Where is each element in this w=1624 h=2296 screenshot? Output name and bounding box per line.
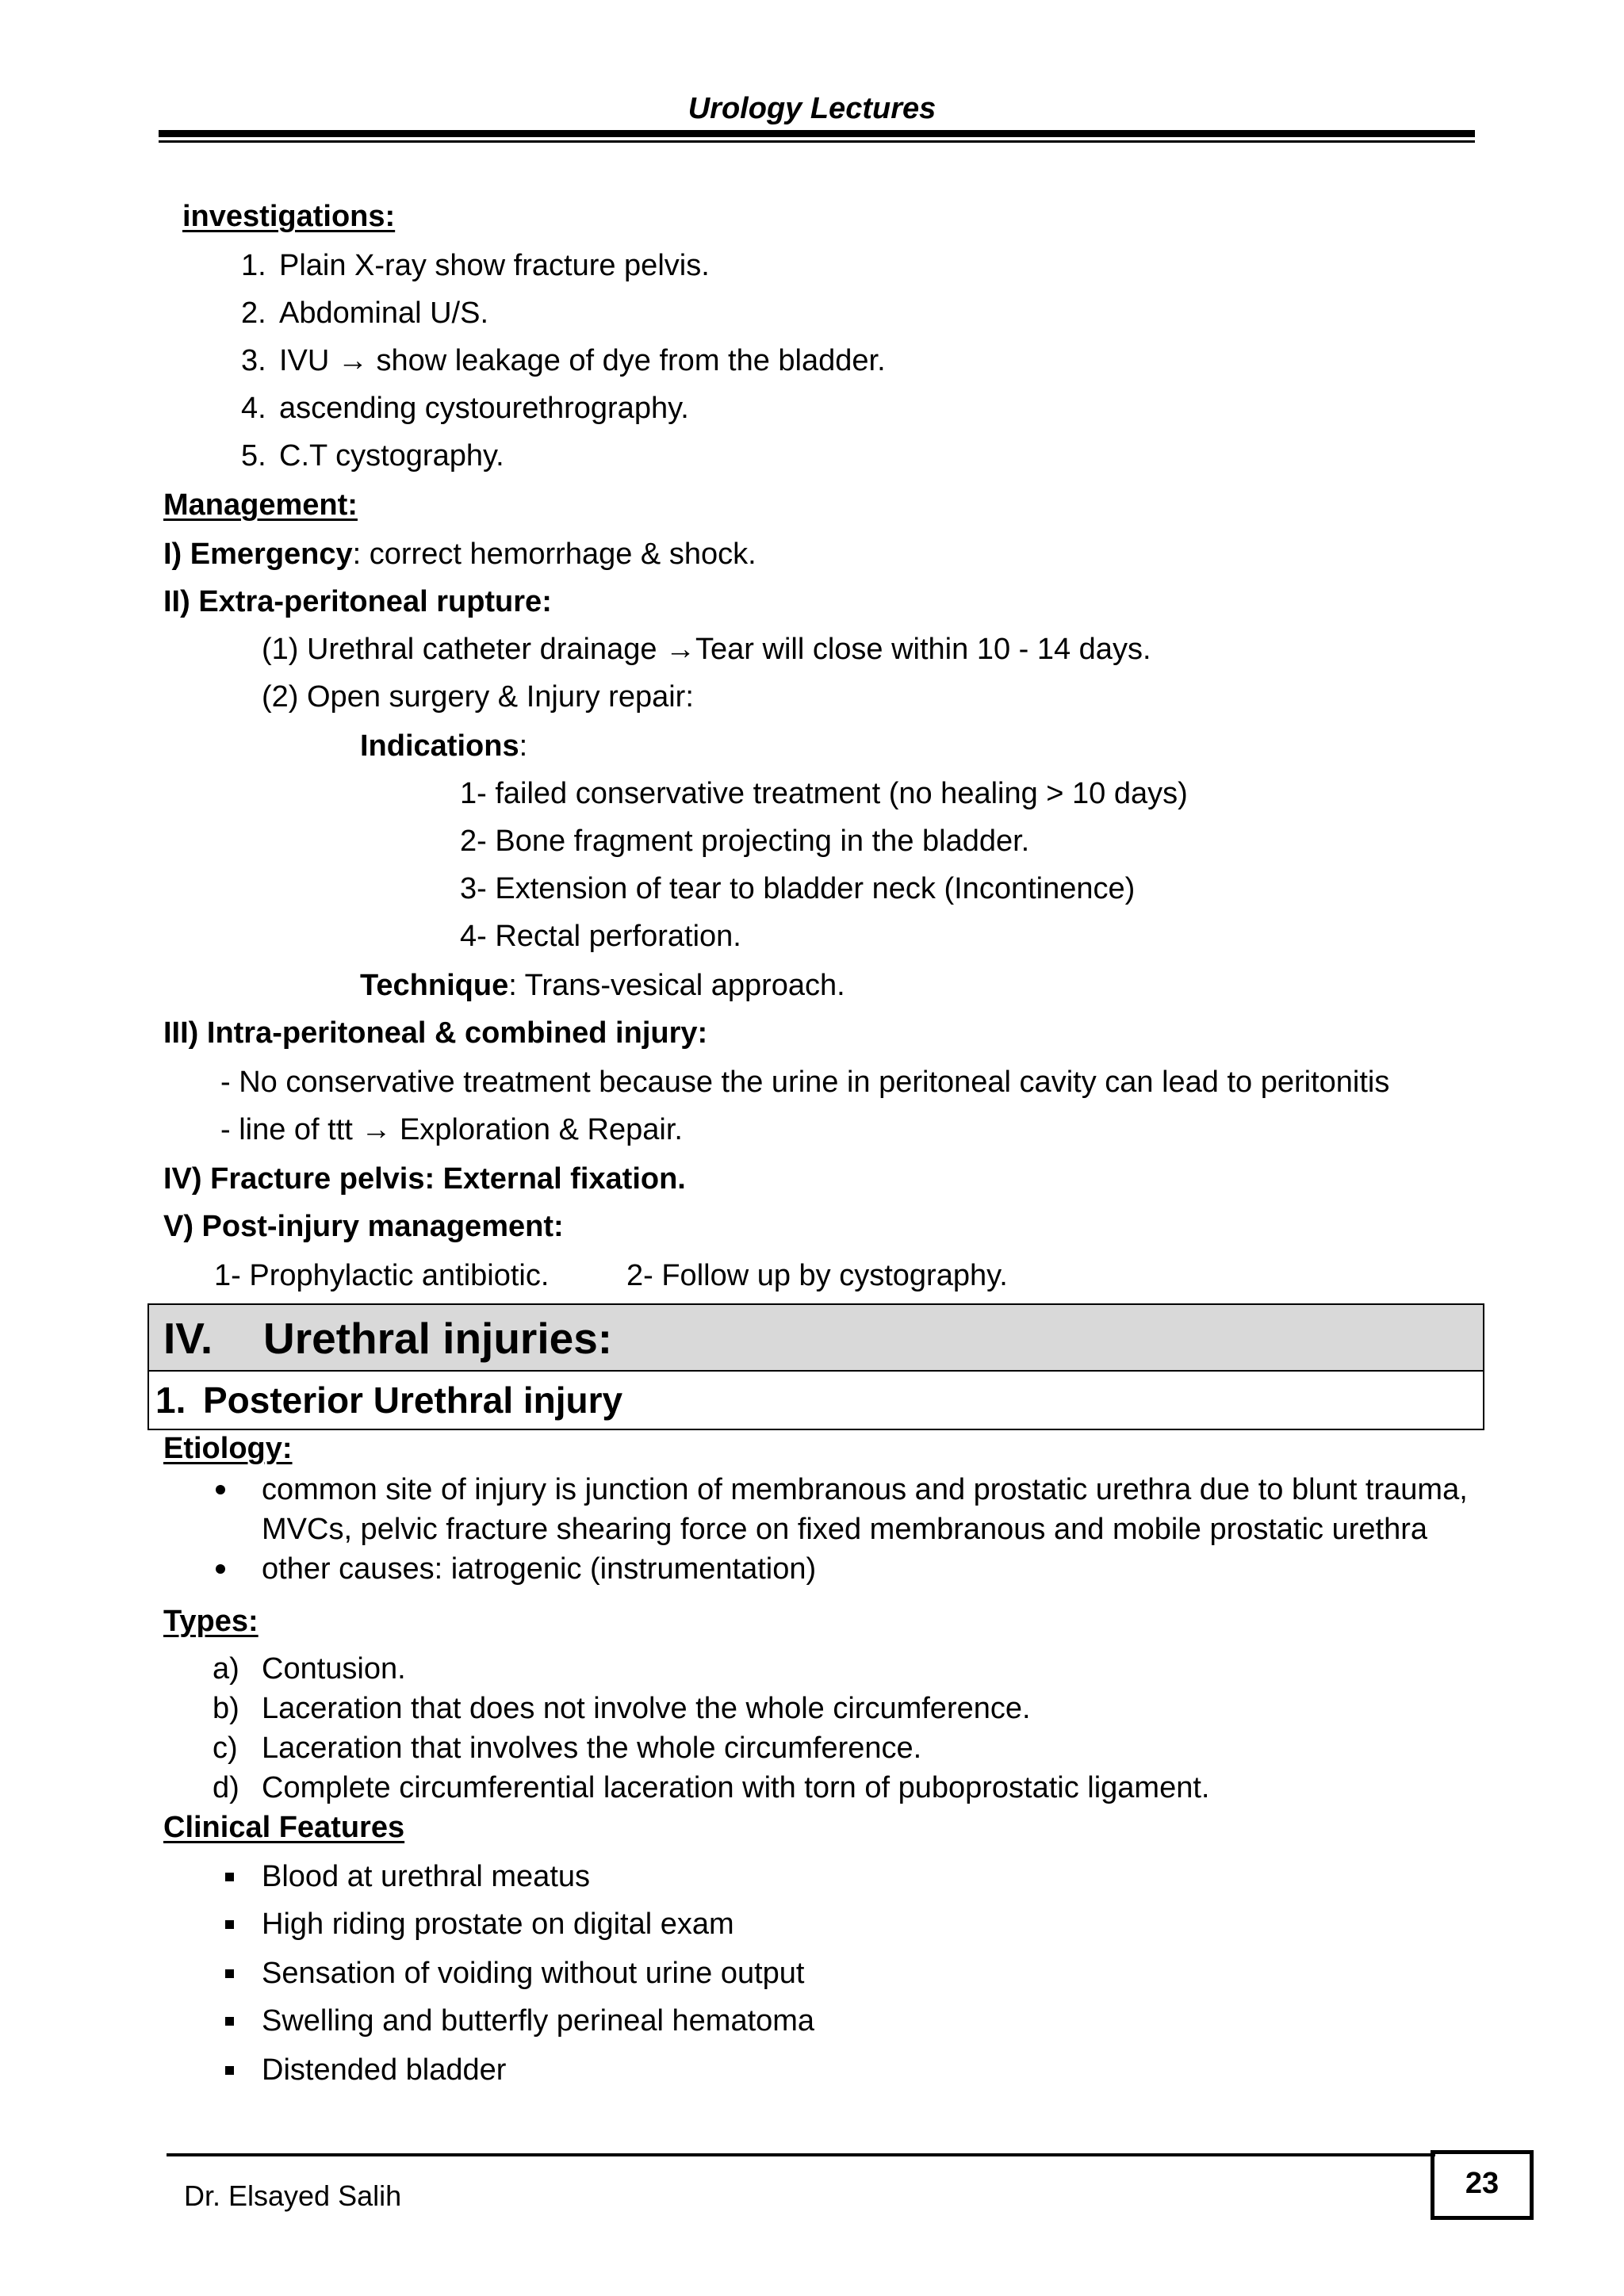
intra-peritoneal-heading: III) Intra-peritoneal & combined injury:	[163, 1016, 708, 1050]
header-rule	[159, 130, 1475, 137]
indications-line	[360, 728, 527, 764]
intra-line-2: - line of ttt → Exploration & Repair.	[220, 1113, 683, 1146]
emergency-text: : correct hemorrhage & shock.	[352, 538, 756, 571]
management-heading: Management:	[163, 488, 358, 522]
subsection-number: 1.	[155, 1380, 186, 1421]
type-letter: a)	[213, 1652, 239, 1686]
bullet-square-icon	[225, 1873, 234, 1881]
technique-label: Technique	[360, 969, 509, 1002]
clinical-item: Swelling and butterfly perineal hematoma	[262, 2004, 815, 2038]
post-injury-heading: V) Post-injury management:	[163, 1210, 564, 1243]
investigation-num: 2.	[241, 297, 266, 330]
section-number: IV.	[163, 1314, 213, 1363]
emergency-line	[163, 536, 756, 572]
subsection-title: Posterior Urethral injury	[203, 1380, 623, 1421]
investigation-item: Plain X-ray show fracture pelvis.	[279, 249, 710, 282]
subsection-heading-box	[147, 1370, 1484, 1430]
emergency-label: I) Emergency	[163, 538, 353, 571]
bullet-square-icon	[225, 2066, 234, 2075]
type-item: Contusion.	[262, 1652, 406, 1686]
post-injury-item-2: 2- Follow up by cystography.	[626, 1259, 1008, 1292]
investigations-heading: investigations:	[182, 200, 396, 233]
etiology-bullet-2: other causes: iatrogenic (instrumentation)	[262, 1552, 817, 1586]
intra-line-1: - No conservative treatment because the urine in peritoneal cavity can lead to peritonitis	[220, 1066, 1390, 1099]
indications-colon: :	[519, 729, 528, 763]
investigation-item: C.T cystography.	[279, 439, 504, 473]
etiology-bullet-1-line-2: MVCs, pelvic fracture shearing force on fixed membranous and mobile prostatic urethra	[262, 1513, 1428, 1546]
clinical-item: Blood at urethral meatus	[262, 1860, 591, 1893]
section-title: Urethral injuries:	[263, 1314, 613, 1363]
bullet-dot-icon	[216, 1564, 225, 1574]
footer-rule	[167, 2153, 1435, 2156]
post-injury-item-1: 1- Prophylactic antibiotic.	[214, 1259, 550, 1292]
header-rule-thin	[159, 140, 1475, 143]
indication-item: 3- Extension of tear to bladder neck (Incontinence)	[460, 872, 1136, 905]
clinical-item: Sensation of voiding without urine output	[262, 1957, 805, 1990]
extra-item-1: (1) Urethral catheter drainage →Tear will close within 10 - 14 days.	[262, 633, 1151, 666]
footer-author: Dr. Elsayed Salih	[184, 2179, 402, 2212]
page-number-box	[1431, 2150, 1534, 2220]
header-title: Urology Lectures	[688, 92, 936, 125]
indication-item: 1- failed conservative treatment (no healing > 10 days)	[460, 777, 1188, 810]
technique-text: : Trans-vesical approach.	[508, 969, 845, 1002]
clinical-item: High riding prostate on digital exam	[262, 1908, 734, 1941]
etiology-heading: Etiology:	[163, 1432, 293, 1465]
type-letter: b)	[213, 1692, 239, 1725]
type-item: Laceration that does not involve the whole circumference.	[262, 1692, 1031, 1725]
investigation-item: IVU → show leakage of dye from the bladder.	[279, 344, 886, 377]
type-item: Complete circumferential laceration with torn of puboprostatic ligament.	[262, 1771, 1210, 1804]
investigation-item: Abdominal U/S.	[279, 297, 489, 330]
bullet-square-icon	[225, 1969, 234, 1978]
bullet-dot-icon	[216, 1485, 225, 1494]
indication-item: 2- Bone fragment projecting in the bladder.	[460, 825, 1030, 858]
types-heading: Types:	[163, 1605, 259, 1638]
type-letter: d)	[213, 1771, 239, 1804]
type-letter: c)	[213, 1732, 238, 1765]
investigation-num: 3.	[241, 344, 266, 377]
bullet-square-icon	[225, 2017, 234, 2026]
indication-item: 4- Rectal perforation.	[460, 920, 741, 953]
section-heading-box	[147, 1303, 1484, 1372]
investigation-num: 4.	[241, 392, 266, 425]
investigation-num: 5.	[241, 439, 266, 473]
etiology-bullet-1-line-1: common site of injury is junction of membranous and prostatic urethra due to blunt trauma,	[262, 1473, 1468, 1506]
clinical-item: Distended bladder	[262, 2053, 507, 2087]
indications-label: Indications	[360, 729, 519, 763]
investigation-item: ascending cystourethrography.	[279, 392, 689, 425]
extra-item-2: (2) Open surgery & Injury repair:	[262, 680, 694, 714]
page-number: 23	[1465, 2167, 1500, 2200]
extra-peritoneal-heading: II) Extra-peritoneal rupture:	[163, 585, 552, 618]
fracture-pelvis-line: IV) Fracture pelvis: External fixation.	[163, 1162, 686, 1196]
type-item: Laceration that involves the whole circumference.	[262, 1732, 922, 1765]
technique-line	[360, 967, 845, 1004]
bullet-square-icon	[225, 1920, 234, 1929]
investigation-num: 1.	[241, 249, 266, 282]
clinical-features-heading: Clinical Features	[163, 1811, 405, 1844]
